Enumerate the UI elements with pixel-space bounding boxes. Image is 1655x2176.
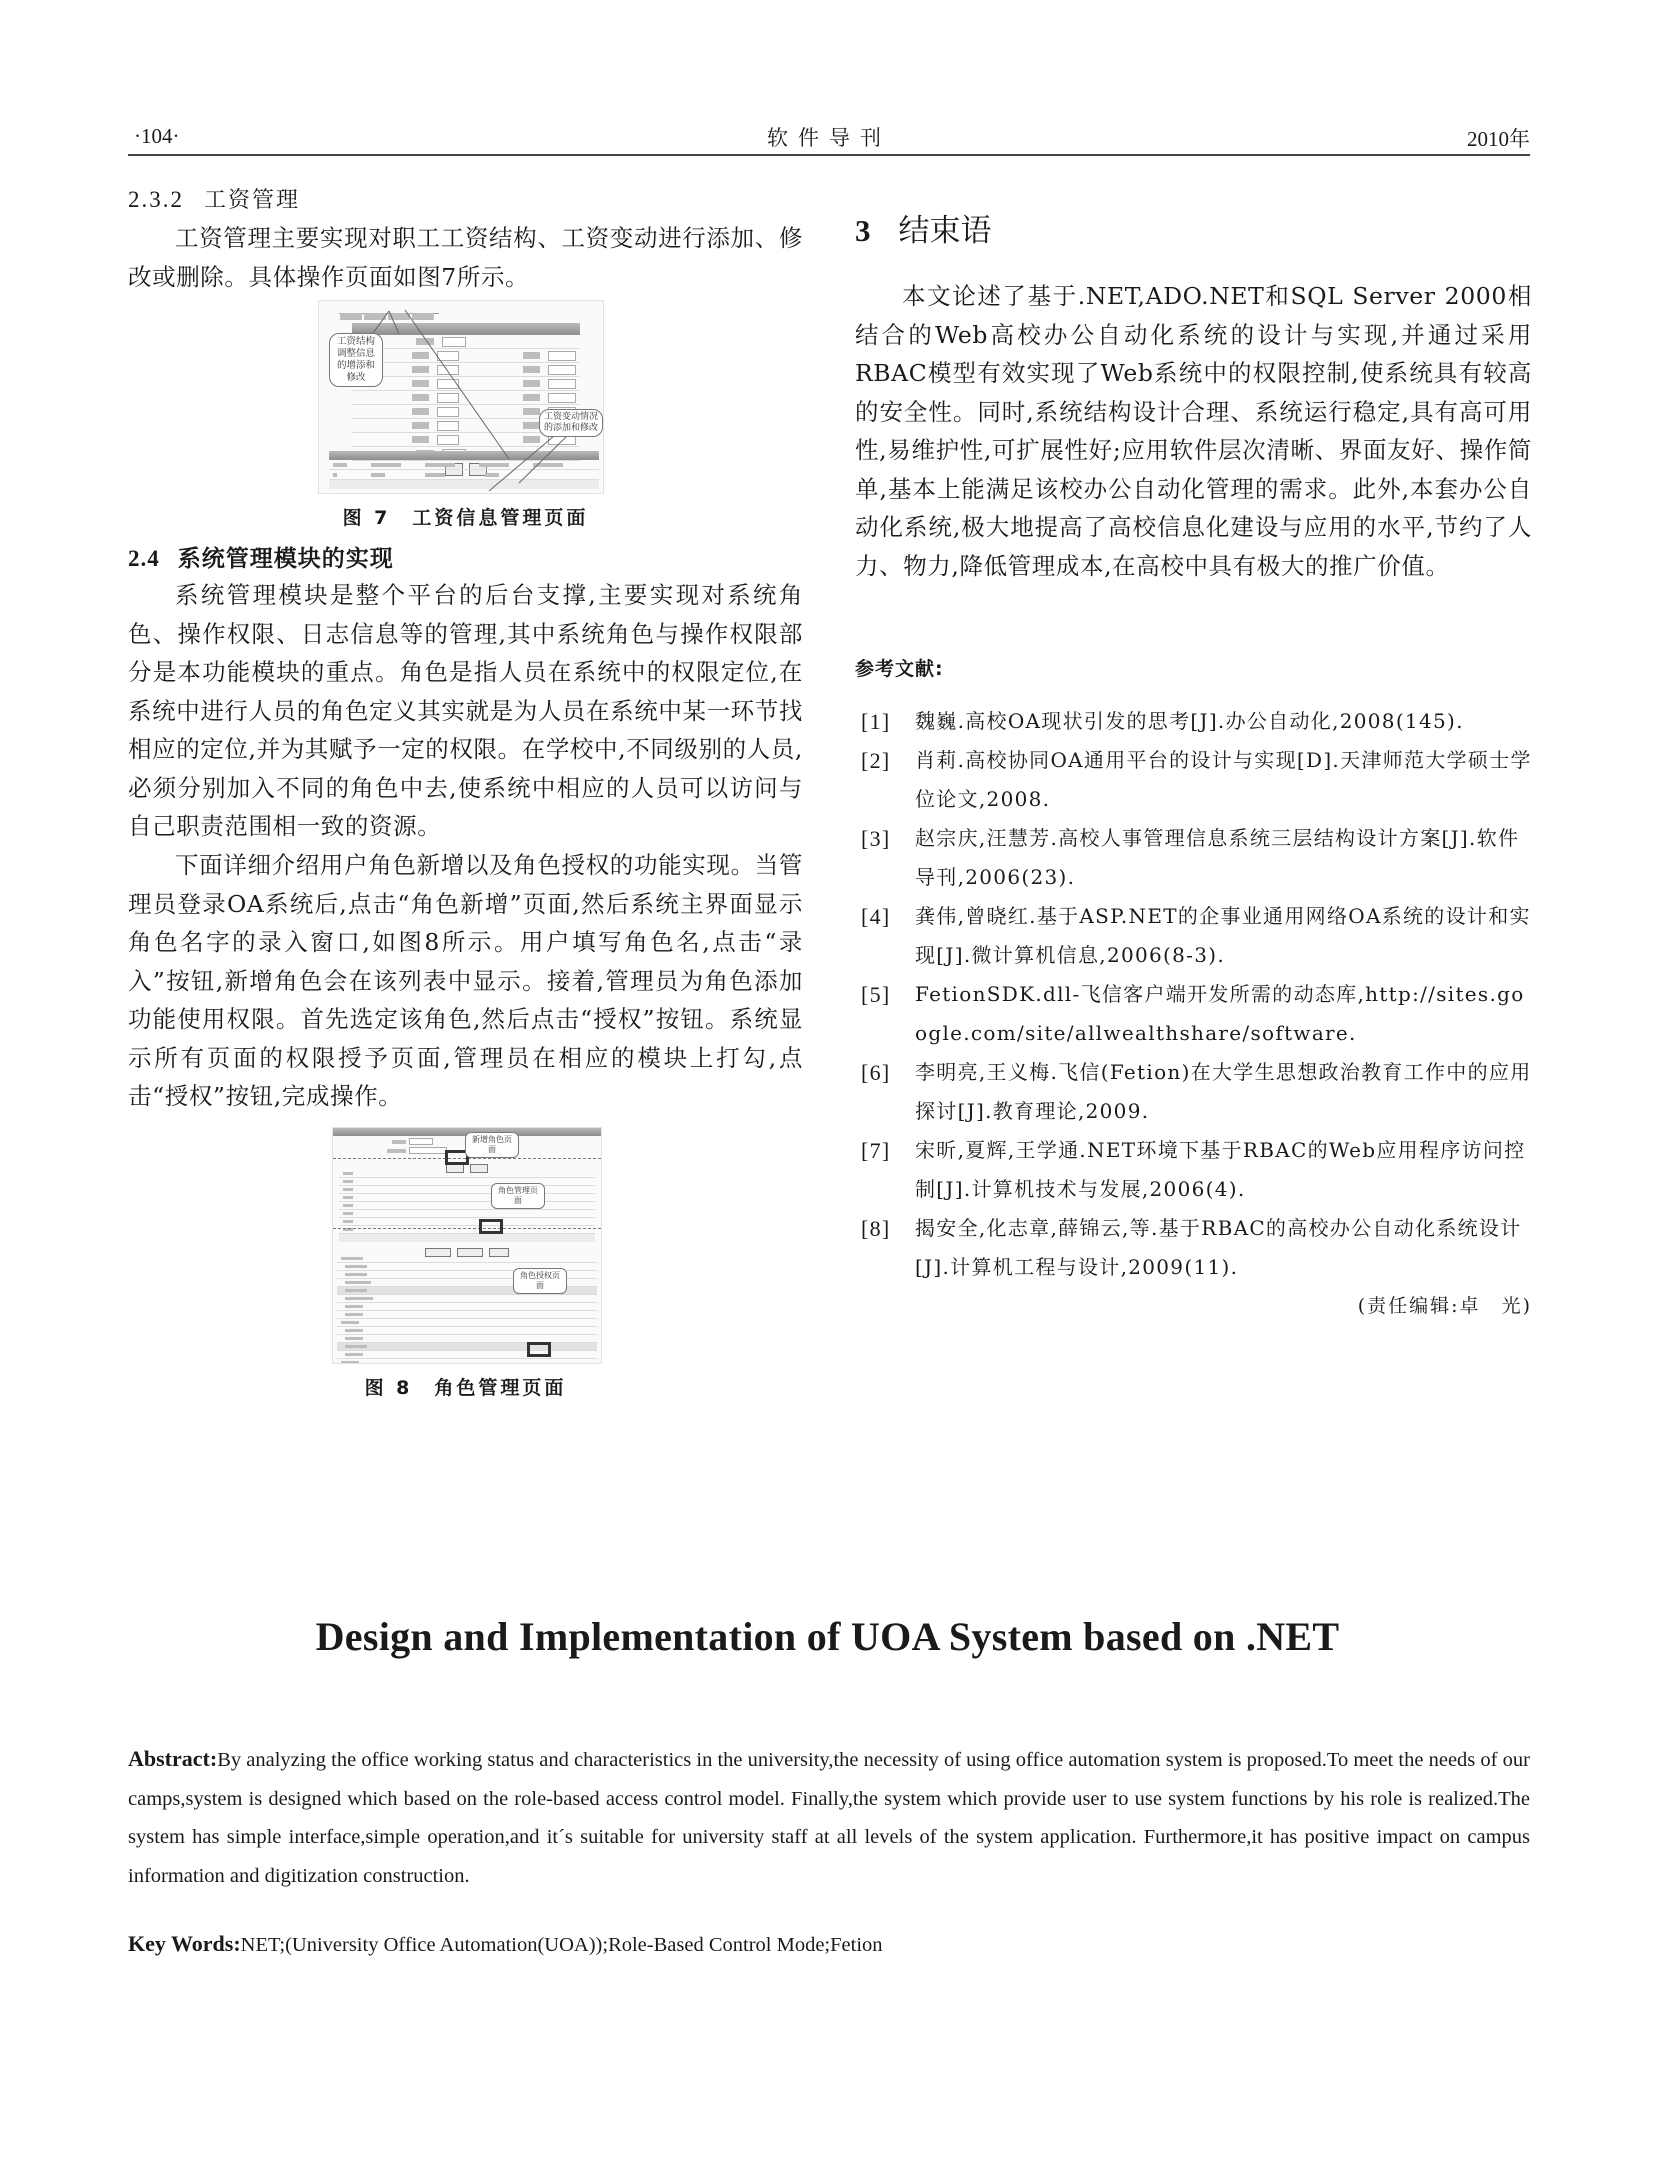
callout-salary-structure: 工资结构调整信息的增添和修改 (329, 333, 383, 387)
section-title: 工资管理 (204, 188, 301, 213)
english-title: Design and Implementation of UOA System based on .NET (315, 1614, 1340, 1659)
callout-role-auth: 角色授权页面 (513, 1268, 567, 1294)
callout-role-manage: 角色管理页面 (491, 1183, 545, 1209)
section-number: 3 (855, 213, 871, 248)
section-2-4-paragraph-1: 系统管理模块是整个平台的后台支撑,主要实现对系统角色、操作权限、日志信息等的管理,其中系统角色与操作权限部分是本功能模块的重点。角色是指人员在系统中的权限定位,在系统中进行人员的角色定义其实就是为人员在系统中某一环节找相应的定位,并为其赋予一定的权限。在学校中,不同级别的人员,必须分别加入不同的角色中去,使系统中相应的人员可以访问与自己职责范围相一致的资源。 (128, 581, 803, 840)
reference-item: [8] 揭安全,化志章,薛锦云,等.基于RBAC的高校办公自动化系统设计[J].计算机工程与设计,2009(11). (861, 1216, 1522, 1279)
section-title: 结束语 (898, 213, 992, 249)
reference-item: [7] 宋昕,夏辉,王学通.NET环境下基于RBAC的Web应用程序访问控制[J].计算机技术与发展,2006(4). (861, 1138, 1526, 1201)
figure-8-role-page-screenshot (332, 1127, 602, 1364)
english-abstract (128, 1740, 1530, 1895)
reference-item: [1] 魏巍.高校OA现状引发的思考[J].办公自动化,2008(145). (861, 709, 1464, 734)
references-list (855, 702, 1532, 1326)
section-title: 系统管理模块的实现 (177, 546, 394, 572)
abstract-label: Abstract: (128, 1746, 218, 1771)
role-list-table (339, 1170, 595, 1253)
figure-label: 图 7 (342, 507, 391, 529)
figure-title: 工资信息管理页面 (412, 507, 589, 529)
page-number: ·104· (134, 124, 180, 148)
figure-label: 图 8 (364, 1377, 413, 1399)
section-3-heading (855, 205, 1532, 250)
reference-item: [2] 肖莉.高校协同OA通用平台的设计与实现[D].天津师范大学硕士学位论文,2008. (861, 748, 1532, 811)
divider-dashed (333, 1228, 601, 1229)
section-number: 2.4 (128, 546, 160, 571)
reference-item: [3] 赵宗庆,汪慧芳.高校人事管理信息系统三层结构设计方案[J].软件导刊,2006(23). (861, 826, 1520, 889)
callout-salary-change: 工资变动情况的添加和修改 (539, 409, 603, 437)
section-3-paragraph: 本文论述了基于.NET,ADO.NET和SQL Server 2000相结合的Web高校办公自动化系统的设计与实现,并通过采用RBAC模型有效实现了Web系统中的权限控制,使系统具有较高的安全性。同时,系统结构设计合理、系统运行稳定,具有高可用性,易维护性,可扩展性好;应用软件层次清晰、界面友好、操作简单,基本上能满足该校办公自动化管理的需求。此外,本套办公自动化系统,极大地提高了高校信息化建设与应用的水平,节约了人力、物力,降低管理成本,在高校中具有极大的推广价值。 (855, 282, 1532, 580)
highlight-authorize-button (479, 1219, 503, 1234)
keywords-text: NET;(University Office Automation(UOA));Role-Based Control Mode;Fetion (240, 1934, 883, 1956)
section-2-3-2-heading (128, 183, 803, 214)
journal-name: 软件导刊 (767, 126, 891, 150)
reference-item: [6] 李明亮,王义梅.飞信(Fetion)在大学生思想政治教育工作中的应用探讨[J].教育理论,2009. (861, 1060, 1532, 1123)
reference-item: [4] 龚伟,曾晓红.基于ASP.NET的企事业通用网络OA系统的设计和实现[J].微计算机信息,2006(8-3). (861, 904, 1531, 967)
section-number: 2.3.2 (128, 187, 184, 212)
section-2-4-paragraph-2: 下面详细介绍用户角色新增以及角色授权的功能实现。当管理员登录OA系统后,点击“角色新增”页面,然后系统主界面显示角色名字的录入窗口,如图8所示。用户填写角色名,点击“录入”按钮,新增角色会在该列表中显示。接着,管理员为角色添加功能使用权限。首先选定该角色,然后点击“授权”按钮。系统显示所有页面的权限授予页面,管理员在相应的模块上打勾,点击“授权”按钮,完成操作。 (128, 851, 803, 1110)
callout-pointer-lines (319, 301, 603, 493)
section-2-3-2-paragraph: 工资管理主要实现对职工工资结构、工资变动进行添加、修改或删除。具体操作页面如图7所示。 (128, 224, 803, 291)
references-title: 参考文献: (855, 658, 944, 680)
editor-note: (责任编辑:卓 光) (1357, 1295, 1532, 1317)
issue-year: 2010年 (1467, 127, 1530, 151)
keywords-label: Key Words: (128, 1931, 241, 1956)
callout-add-role: 新增角色页面 (465, 1132, 519, 1158)
figure-8-caption (128, 1373, 803, 1400)
highlight-authorize-submit-button (527, 1342, 551, 1357)
figure-7-caption (128, 503, 803, 530)
figure-7-salary-page-screenshot (318, 300, 604, 494)
english-keywords (128, 1931, 1530, 1957)
figure-title: 角色管理页面 (434, 1377, 567, 1399)
section-2-4-heading (128, 540, 803, 573)
running-header (128, 120, 1530, 156)
abstract-text: By analyzing the office working status and characteristics in the university,the necessity of using office automation system is proposed.To meet the needs of our camps,system is designed which based on the role-based access control model. Finally,the system which provide user to use system functions by his role is realized.The system has simple interface,simple operation,and it´s suitable for university staff at all levels of the system application. Furthermore,it has positive impact on campus information and digitization construction. (128, 1749, 1530, 1887)
reference-item: [5] FetionSDK.dll-飞信客户端开发所需的动态库,http://sites.google.com/site/allwealthshare/software. (861, 982, 1525, 1045)
